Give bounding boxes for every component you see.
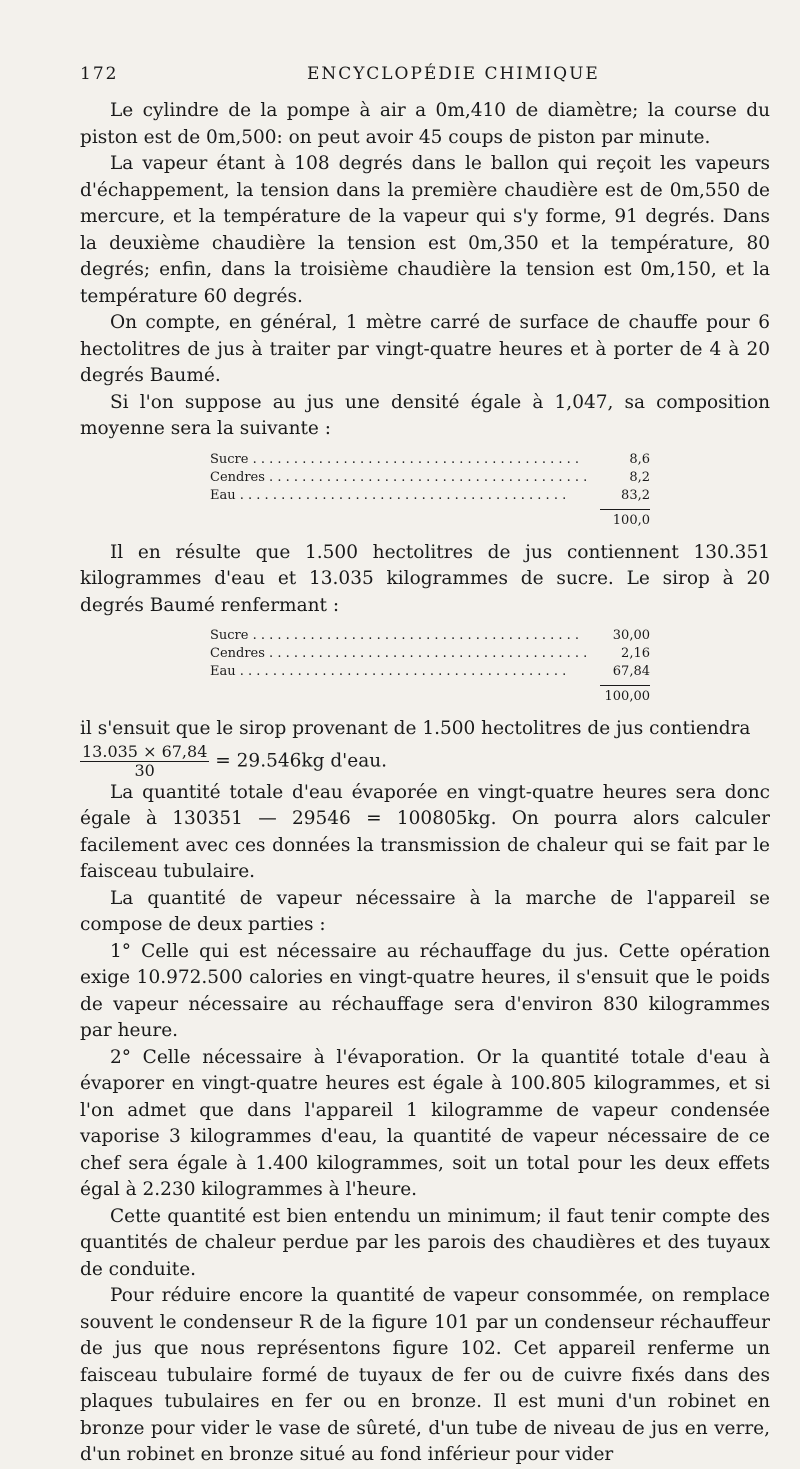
paragraph: Pour réduire encore la quantité de vapeur consommée, on remplace souvent le condenseur R de la figure 101 par un condenseur réchauffeur de jus que nous représentons figure 102. Cet appareil renferme un faisceau tubulaire formé de tuyaux de fer ou de cuivre fixés dans des plaques tubulaires en fer ou en bronze. Il est muni d'un robinet en bronze pour vider le vase de sûreté, d'un tube de niveau de jus en verre, d'un robinet en bronze situé au fond inférieur pour vider [80, 1285, 770, 1465]
composition-table-jus [210, 451, 650, 530]
row-label: Eau . . . [210, 487, 590, 505]
table-row [210, 663, 650, 681]
row-value: 30,00 [612, 628, 650, 643]
table-row [210, 487, 650, 505]
fraction [80, 743, 209, 780]
paragraph: 2° Celle nécessaire à l'évaporation. Or la quantité totale d'eau à évaporer en vingt-quatre heures est égale à 100.805 kilogrammes, et si l'on admet que dans l'appareil 1 kilogramme de vapeur condensée vaporise 3 kilogrammes d'eau, la quantité de vapeur nécessaire de ce chef sera égale à 1.400 kilogrammes, soit un total pour les deux effets égal à 2.230 kilogrammes à l'heure. [80, 1046, 770, 1200]
table-total: 100,0 [612, 512, 650, 528]
fraction-result: = 29.546kg d'eau. [215, 750, 388, 771]
paragraph: il s'ensuit que le sirop provenant de 1.500 hectolitres de jus contiendra [80, 718, 751, 739]
composition-table-sirop [210, 627, 650, 706]
row-value: 8,2 [629, 469, 650, 485]
fraction-line [80, 743, 770, 780]
table-row [210, 627, 650, 645]
table-total: 100,00 [604, 689, 650, 704]
paragraph: On compte, en général, 1 mètre carré de surface de chauffe pour 6 hectolitres de jus à traiter par vingt-quatre heures et à porter de 4 à 20 degrés Baumé. [80, 312, 770, 386]
row-label: Cendres . . . [210, 469, 590, 487]
row-value: 67,84 [612, 664, 650, 679]
row-label: Sucre . . . [210, 627, 590, 645]
paragraph: Cette quantité est bien entendu un minimum; il faut tenir compte des quantités de chaleur perdue par les parois des chaudières et des tuyaux de conduite. [80, 1205, 770, 1280]
fraction-numerator: 13.035 × 67,84 [82, 741, 208, 761]
row-value: 8,6 [629, 451, 650, 467]
table-row [210, 645, 650, 663]
body-text [80, 98, 770, 1469]
paragraph: La quantité totale d'eau évaporée en vingt-quatre heures sera donc égale à 130351 — 29546 = 100805kg. On pourra alors calculer facilement avec ces données la transmission de chaleur qui se fait par le faisceau tubulaire. [80, 781, 770, 882]
row-label: Sucre . . . [210, 451, 590, 469]
fraction-denominator: 30 [134, 760, 155, 780]
sum-rule [600, 685, 650, 686]
paragraph: Il en résulte que 1.500 hectolitres de jus contiennent 130.351 kilogrammes d'eau et 13.035 kilogrammes de sucre. Le sirop à 20 degrés Baumé renfermant : [80, 541, 770, 616]
sum-rule [600, 509, 650, 510]
row-value: 83,2 [621, 487, 650, 503]
table-row [210, 469, 650, 487]
row-value: 2,16 [621, 646, 650, 661]
running-title: ENCYCLOPÉDIE CHIMIQUE [307, 64, 600, 84]
table-row [210, 451, 650, 469]
paragraph: Si l'on suppose au jus une densité égale à 1,047, sa composition moyenne sera la suivante : [80, 391, 770, 439]
row-label: Cendres . . . [210, 645, 590, 663]
page-number: 172 [80, 64, 119, 84]
row-label: Eau . . . [210, 663, 590, 681]
paragraph: 1° Celle qui est nécessaire au réchauffage du jus. Cette opération exige 10.972.500 calories en vingt-quatre heures, il s'ensuit que le poids de vapeur nécessaire au réchauffage sera d'environ 830 kilogrammes par heure. [80, 940, 770, 1041]
paragraph: La vapeur étant à 108 degrés dans le ballon qui reçoit les vapeurs d'échappement, la tension dans la première chaudière est de 0m,550 de mercure, et la température de la vapeur qui s'y forme, 91 degrés. Dans la deuxième chaudière la tension est 0m,350 et la température, 80 degrés; enfin, dans la troisième chaudière la tension est 0m,150, et la température 60 degrés. [80, 153, 770, 307]
paragraph: La quantité de vapeur nécessaire à la marche de l'appareil se compose de deux parties : [80, 887, 770, 935]
paragraph: Le cylindre de la pompe à air a 0m,410 de diamètre; la course du piston est de 0m,500: on peut avoir 45 coups de piston par minute. [80, 100, 770, 148]
